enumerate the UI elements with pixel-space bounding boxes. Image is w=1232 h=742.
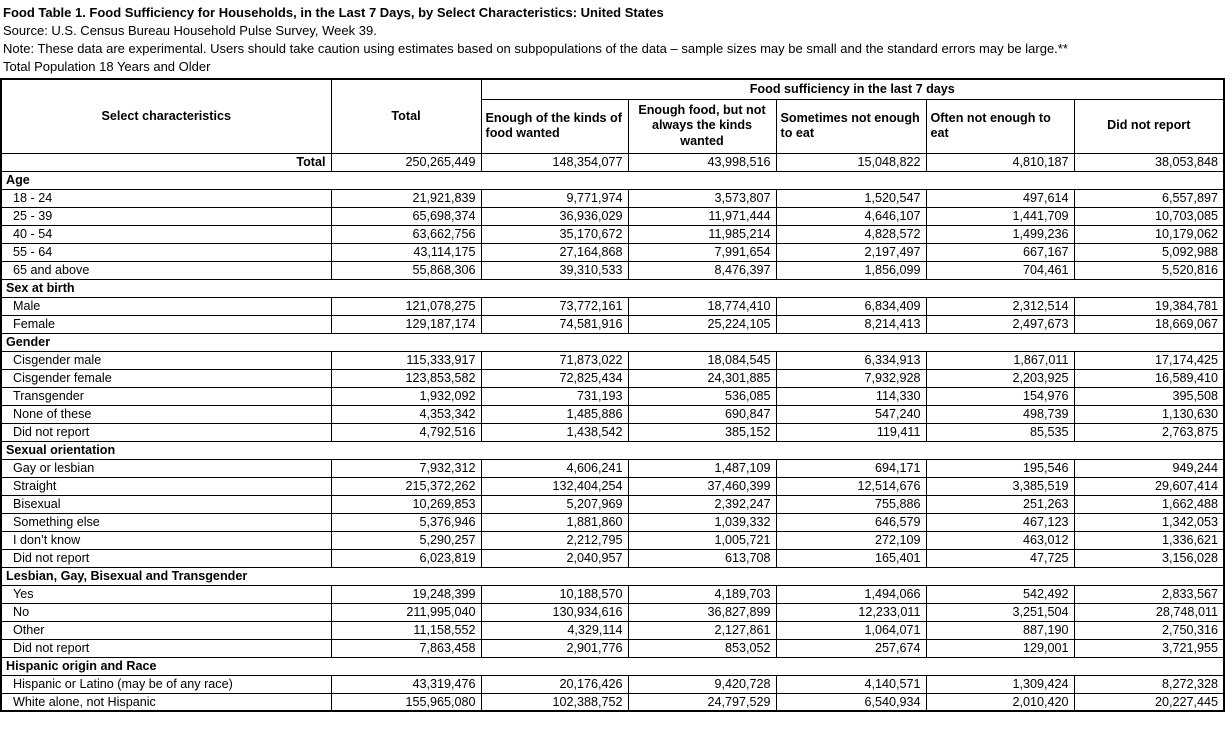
- row-label: None of these: [1, 405, 331, 423]
- value-cell: 646,579: [776, 513, 926, 531]
- value-cell: 1,441,709: [926, 207, 1074, 225]
- table-row: [1, 243, 1224, 261]
- value-cell: 43,114,175: [331, 243, 481, 261]
- value-cell: 17,174,425: [1074, 351, 1224, 369]
- value-cell: 47,725: [926, 549, 1074, 567]
- value-cell: 1,309,424: [926, 675, 1074, 693]
- table-row: [1, 351, 1224, 369]
- value-cell: 694,171: [776, 459, 926, 477]
- value-cell: 9,420,728: [628, 675, 776, 693]
- column-header-enough-kinds-wanted: Enough of the kinds of food wanted: [481, 99, 628, 153]
- table-row: [1, 207, 1224, 225]
- value-cell: 1,336,621: [1074, 531, 1224, 549]
- value-cell: 2,040,957: [481, 549, 628, 567]
- value-cell: 43,998,516: [628, 153, 776, 171]
- row-label: Gay or lesbian: [1, 459, 331, 477]
- value-cell: 132,404,254: [481, 477, 628, 495]
- table-row: [1, 369, 1224, 387]
- value-cell: 20,176,426: [481, 675, 628, 693]
- value-cell: 36,827,899: [628, 603, 776, 621]
- row-label: Yes: [1, 585, 331, 603]
- value-cell: 18,774,410: [628, 297, 776, 315]
- column-header-often-not-enough: Often not enough to eat: [926, 99, 1074, 153]
- row-label: Did not report: [1, 549, 331, 567]
- value-cell: 1,130,630: [1074, 405, 1224, 423]
- value-cell: 154,976: [926, 387, 1074, 405]
- value-cell: 1,881,860: [481, 513, 628, 531]
- value-cell: 2,010,420: [926, 693, 1074, 711]
- table-row: [1, 495, 1224, 513]
- note-line: Note: These data are experimental. Users should take caution using estimates based on subpopulations of the data – sample sizes may be small and the standard errors may be large.**: [3, 41, 1068, 56]
- value-cell: 129,187,174: [331, 315, 481, 333]
- value-cell: 251,263: [926, 495, 1074, 513]
- population-line: Total Population 18 Years and Older: [3, 59, 211, 74]
- value-cell: 18,084,545: [628, 351, 776, 369]
- value-cell: 5,092,988: [1074, 243, 1224, 261]
- value-cell: 43,319,476: [331, 675, 481, 693]
- value-cell: 755,886: [776, 495, 926, 513]
- value-cell: 250,265,449: [331, 153, 481, 171]
- row-label: 25 - 39: [1, 207, 331, 225]
- value-cell: 65,698,374: [331, 207, 481, 225]
- value-cell: 4,606,241: [481, 459, 628, 477]
- value-cell: 119,411: [776, 423, 926, 441]
- column-header-select-characteristics: Select characteristics: [1, 79, 331, 153]
- section-label: Hispanic origin and Race: [1, 657, 1224, 675]
- value-cell: 1,039,332: [628, 513, 776, 531]
- value-cell: 129,001: [926, 639, 1074, 657]
- row-label: No: [1, 603, 331, 621]
- value-cell: 1,487,109: [628, 459, 776, 477]
- value-cell: 102,388,752: [481, 693, 628, 711]
- group-header-row: [1, 79, 1224, 99]
- row-label: 65 and above: [1, 261, 331, 279]
- value-cell: 15,048,822: [776, 153, 926, 171]
- value-cell: 385,152: [628, 423, 776, 441]
- value-cell: 115,333,917: [331, 351, 481, 369]
- table-row: [1, 585, 1224, 603]
- row-label: Hispanic or Latino (may be of any race): [1, 675, 331, 693]
- value-cell: 4,329,114: [481, 621, 628, 639]
- section-label: Age: [1, 171, 1224, 189]
- value-cell: 2,763,875: [1074, 423, 1224, 441]
- value-cell: 39,310,533: [481, 261, 628, 279]
- value-cell: 667,167: [926, 243, 1074, 261]
- column-group-header-food-sufficiency: Food sufficiency in the last 7 days: [481, 79, 1224, 99]
- table-body: [1, 153, 1224, 711]
- row-label: Straight: [1, 477, 331, 495]
- value-cell: 3,385,519: [926, 477, 1074, 495]
- section-row: [1, 567, 1224, 585]
- value-cell: 24,301,885: [628, 369, 776, 387]
- value-cell: 19,248,399: [331, 585, 481, 603]
- table-row: [1, 621, 1224, 639]
- value-cell: 85,535: [926, 423, 1074, 441]
- value-cell: 536,085: [628, 387, 776, 405]
- section-row: [1, 657, 1224, 675]
- table-row: [1, 387, 1224, 405]
- value-cell: 467,123: [926, 513, 1074, 531]
- value-cell: 155,965,080: [331, 693, 481, 711]
- value-cell: 195,546: [926, 459, 1074, 477]
- table-row: [1, 189, 1224, 207]
- value-cell: 19,384,781: [1074, 297, 1224, 315]
- table-row: [1, 513, 1224, 531]
- value-cell: 1,867,011: [926, 351, 1074, 369]
- table-row: [1, 405, 1224, 423]
- value-cell: 55,868,306: [331, 261, 481, 279]
- section-label: Lesbian, Gay, Bisexual and Transgender: [1, 567, 1224, 585]
- value-cell: 11,985,214: [628, 225, 776, 243]
- value-cell: 6,023,819: [331, 549, 481, 567]
- value-cell: 3,721,955: [1074, 639, 1224, 657]
- value-cell: 21,921,839: [331, 189, 481, 207]
- value-cell: 7,932,928: [776, 369, 926, 387]
- value-cell: 3,251,504: [926, 603, 1074, 621]
- table-row: [1, 603, 1224, 621]
- value-cell: 2,901,776: [481, 639, 628, 657]
- value-cell: 4,810,187: [926, 153, 1074, 171]
- table-row: [1, 153, 1224, 171]
- value-cell: 211,995,040: [331, 603, 481, 621]
- page-header: [0, 0, 1232, 76]
- value-cell: 6,834,409: [776, 297, 926, 315]
- value-cell: 853,052: [628, 639, 776, 657]
- table-row: [1, 639, 1224, 657]
- row-label: Male: [1, 297, 331, 315]
- row-label: I don’t know: [1, 531, 331, 549]
- value-cell: 497,614: [926, 189, 1074, 207]
- value-cell: 704,461: [926, 261, 1074, 279]
- table-row: [1, 531, 1224, 549]
- section-label: Sexual orientation: [1, 441, 1224, 459]
- value-cell: 2,203,925: [926, 369, 1074, 387]
- column-header-total: Total: [331, 79, 481, 153]
- value-cell: 130,934,616: [481, 603, 628, 621]
- value-cell: 36,936,029: [481, 207, 628, 225]
- value-cell: 73,772,161: [481, 297, 628, 315]
- food-sufficiency-table: [0, 78, 1225, 712]
- section-label: Gender: [1, 333, 1224, 351]
- table-row: [1, 225, 1224, 243]
- row-label: 40 - 54: [1, 225, 331, 243]
- value-cell: 3,156,028: [1074, 549, 1224, 567]
- value-cell: 257,674: [776, 639, 926, 657]
- value-cell: 1,494,066: [776, 585, 926, 603]
- table-row: [1, 315, 1224, 333]
- value-cell: 11,158,552: [331, 621, 481, 639]
- value-cell: 2,392,247: [628, 495, 776, 513]
- value-cell: 35,170,672: [481, 225, 628, 243]
- value-cell: 12,514,676: [776, 477, 926, 495]
- section-row: [1, 279, 1224, 297]
- value-cell: 5,376,946: [331, 513, 481, 531]
- table-row: [1, 459, 1224, 477]
- value-cell: 7,863,458: [331, 639, 481, 657]
- table-row: [1, 297, 1224, 315]
- value-cell: 2,497,673: [926, 315, 1074, 333]
- value-cell: 20,227,445: [1074, 693, 1224, 711]
- row-label: Cisgender male: [1, 351, 331, 369]
- table-row: [1, 549, 1224, 567]
- value-cell: 8,476,397: [628, 261, 776, 279]
- value-cell: 1,485,886: [481, 405, 628, 423]
- value-cell: 2,833,567: [1074, 585, 1224, 603]
- value-cell: 1,064,071: [776, 621, 926, 639]
- value-cell: 18,669,067: [1074, 315, 1224, 333]
- column-header-did-not-report: Did not report: [1074, 99, 1224, 153]
- section-label: Sex at birth: [1, 279, 1224, 297]
- row-label: Total: [1, 153, 331, 171]
- value-cell: 949,244: [1074, 459, 1224, 477]
- value-cell: 1,499,236: [926, 225, 1074, 243]
- value-cell: 2,750,316: [1074, 621, 1224, 639]
- value-cell: 6,540,934: [776, 693, 926, 711]
- value-cell: 1,856,099: [776, 261, 926, 279]
- value-cell: 2,312,514: [926, 297, 1074, 315]
- value-cell: 498,739: [926, 405, 1074, 423]
- value-cell: 613,708: [628, 549, 776, 567]
- value-cell: 547,240: [776, 405, 926, 423]
- row-label: White alone, not Hispanic: [1, 693, 331, 711]
- value-cell: 10,188,570: [481, 585, 628, 603]
- row-label: 18 - 24: [1, 189, 331, 207]
- value-cell: 9,771,974: [481, 189, 628, 207]
- value-cell: 1,438,542: [481, 423, 628, 441]
- row-label: Female: [1, 315, 331, 333]
- value-cell: 72,825,434: [481, 369, 628, 387]
- section-row: [1, 441, 1224, 459]
- row-label: Something else: [1, 513, 331, 531]
- section-row: [1, 171, 1224, 189]
- value-cell: 463,012: [926, 531, 1074, 549]
- table-header: [1, 79, 1224, 153]
- row-label: Did not report: [1, 423, 331, 441]
- value-cell: 542,492: [926, 585, 1074, 603]
- row-label: Did not report: [1, 639, 331, 657]
- table-row: [1, 261, 1224, 279]
- value-cell: 4,792,516: [331, 423, 481, 441]
- value-cell: 2,197,497: [776, 243, 926, 261]
- value-cell: 10,703,085: [1074, 207, 1224, 225]
- column-header-enough-not-kinds-wanted: Enough food, but not always the kinds wanted: [628, 99, 776, 153]
- value-cell: 11,971,444: [628, 207, 776, 225]
- value-cell: 7,932,312: [331, 459, 481, 477]
- row-label: Other: [1, 621, 331, 639]
- value-cell: 4,353,342: [331, 405, 481, 423]
- value-cell: 4,140,571: [776, 675, 926, 693]
- table-row: [1, 477, 1224, 495]
- table-row: [1, 675, 1224, 693]
- row-label: 55 - 64: [1, 243, 331, 261]
- value-cell: 5,290,257: [331, 531, 481, 549]
- value-cell: 6,334,913: [776, 351, 926, 369]
- value-cell: 12,233,011: [776, 603, 926, 621]
- value-cell: 10,269,853: [331, 495, 481, 513]
- value-cell: 28,748,011: [1074, 603, 1224, 621]
- value-cell: 887,190: [926, 621, 1074, 639]
- value-cell: 8,272,328: [1074, 675, 1224, 693]
- value-cell: 5,207,969: [481, 495, 628, 513]
- value-cell: 27,164,868: [481, 243, 628, 261]
- value-cell: 8,214,413: [776, 315, 926, 333]
- value-cell: 2,212,795: [481, 531, 628, 549]
- source-line: Source: U.S. Census Bureau Household Pulse Survey, Week 39.: [3, 23, 377, 38]
- value-cell: 74,581,916: [481, 315, 628, 333]
- value-cell: 3,573,807: [628, 189, 776, 207]
- value-cell: 24,797,529: [628, 693, 776, 711]
- value-cell: 16,589,410: [1074, 369, 1224, 387]
- table-row: [1, 423, 1224, 441]
- value-cell: 4,828,572: [776, 225, 926, 243]
- value-cell: 1,932,092: [331, 387, 481, 405]
- value-cell: 272,109: [776, 531, 926, 549]
- value-cell: 4,646,107: [776, 207, 926, 225]
- value-cell: 6,557,897: [1074, 189, 1224, 207]
- value-cell: 10,179,062: [1074, 225, 1224, 243]
- value-cell: 395,508: [1074, 387, 1224, 405]
- value-cell: 1,662,488: [1074, 495, 1224, 513]
- value-cell: 731,193: [481, 387, 628, 405]
- column-header-sometimes-not-enough: Sometimes not enough to eat: [776, 99, 926, 153]
- value-cell: 165,401: [776, 549, 926, 567]
- value-cell: 121,078,275: [331, 297, 481, 315]
- value-cell: 1,342,053: [1074, 513, 1224, 531]
- value-cell: 148,354,077: [481, 153, 628, 171]
- value-cell: 1,520,547: [776, 189, 926, 207]
- value-cell: 38,053,848: [1074, 153, 1224, 171]
- table-title: Food Table 1. Food Sufficiency for Households, in the Last 7 Days, by Select Characteristics: United States: [3, 5, 664, 20]
- value-cell: 37,460,399: [628, 477, 776, 495]
- value-cell: 1,005,721: [628, 531, 776, 549]
- value-cell: 114,330: [776, 387, 926, 405]
- value-cell: 29,607,414: [1074, 477, 1224, 495]
- table-row: [1, 693, 1224, 711]
- value-cell: 25,224,105: [628, 315, 776, 333]
- value-cell: 215,372,262: [331, 477, 481, 495]
- row-label: Transgender: [1, 387, 331, 405]
- section-row: [1, 333, 1224, 351]
- value-cell: 71,873,022: [481, 351, 628, 369]
- value-cell: 690,847: [628, 405, 776, 423]
- row-label: Cisgender female: [1, 369, 331, 387]
- value-cell: 7,991,654: [628, 243, 776, 261]
- value-cell: 2,127,861: [628, 621, 776, 639]
- row-label: Bisexual: [1, 495, 331, 513]
- value-cell: 4,189,703: [628, 585, 776, 603]
- value-cell: 5,520,816: [1074, 261, 1224, 279]
- value-cell: 123,853,582: [331, 369, 481, 387]
- value-cell: 63,662,756: [331, 225, 481, 243]
